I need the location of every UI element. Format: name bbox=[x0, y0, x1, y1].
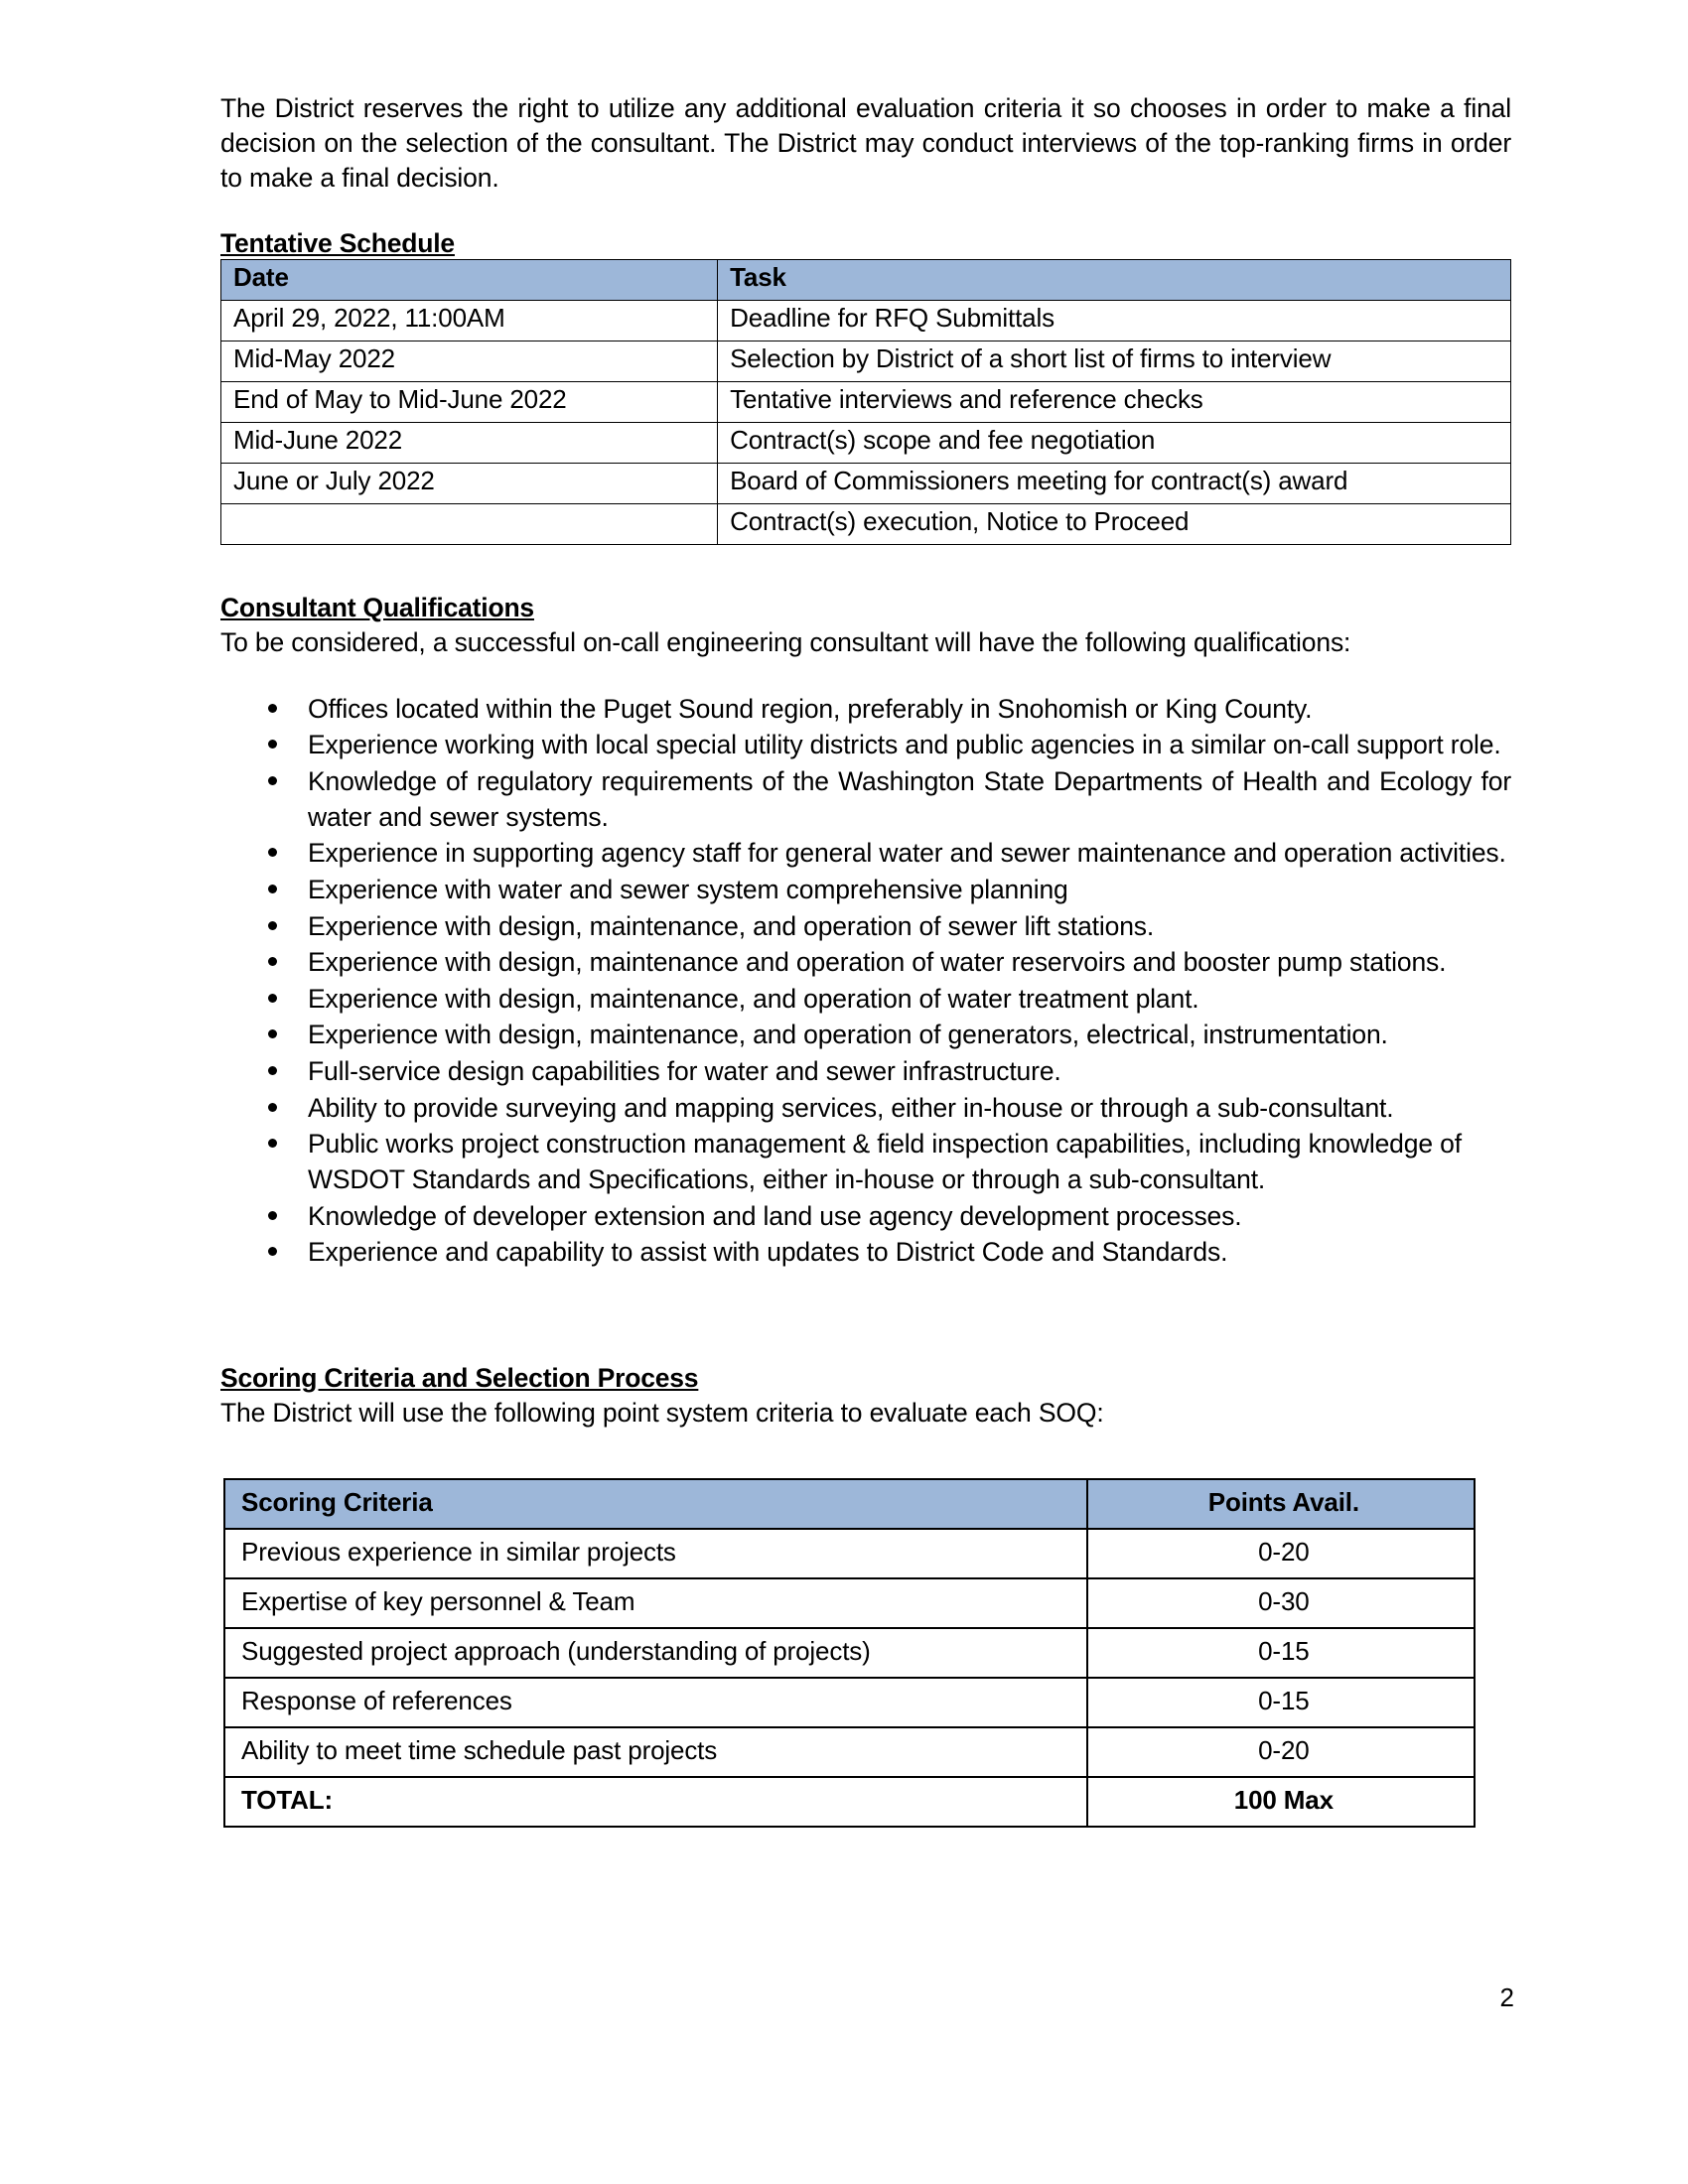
bullet-icon bbox=[268, 776, 277, 785]
cell-points: 0-20 bbox=[1087, 1727, 1475, 1777]
cell-date: Mid-May 2022 bbox=[221, 341, 718, 381]
scoring-criteria-heading-line bbox=[220, 1363, 1511, 1394]
list-item bbox=[220, 873, 1511, 908]
qualifications-bullet-list bbox=[220, 692, 1511, 1271]
cell-date: End of May to Mid-June 2022 bbox=[221, 381, 718, 422]
scoring-criteria-heading: Scoring Criteria and Selection Process bbox=[220, 1362, 699, 1393]
cell-criteria: Suggested project approach (understanding of projects) bbox=[224, 1628, 1087, 1678]
list-item-text: Full-service design capabilities for water and sewer infrastructure. bbox=[308, 1056, 1061, 1087]
cell-task: Contract(s) execution, Notice to Proceed bbox=[718, 503, 1511, 544]
bullet-icon bbox=[268, 1029, 277, 1038]
list-item-text: Experience with design, maintenance and operation of water reservoirs and booster pump stations. bbox=[308, 947, 1447, 978]
cell-points: 0-15 bbox=[1087, 1678, 1475, 1727]
tentative-schedule-heading-line bbox=[220, 228, 1511, 259]
bullet-icon bbox=[268, 848, 277, 857]
consultant-qualifications-heading-line bbox=[220, 593, 1511, 623]
table-row bbox=[224, 1529, 1475, 1578]
column-header-points-avail: Points Avail. bbox=[1087, 1479, 1475, 1529]
cell-task: Tentative interviews and reference checks bbox=[718, 381, 1511, 422]
table-row bbox=[221, 381, 1511, 422]
column-header-date: Date bbox=[221, 259, 718, 300]
list-item bbox=[220, 836, 1511, 872]
list-item bbox=[220, 909, 1511, 945]
scoring-criteria-table bbox=[223, 1478, 1476, 1828]
scoring-table-body bbox=[224, 1529, 1475, 1827]
bullet-icon bbox=[268, 957, 277, 966]
cell-criteria: Expertise of key personnel & Team bbox=[224, 1578, 1087, 1628]
table-row bbox=[221, 463, 1511, 503]
cell-criteria: Ability to meet time schedule past projects bbox=[224, 1727, 1087, 1777]
list-item bbox=[220, 764, 1511, 835]
list-item bbox=[220, 692, 1511, 728]
table-row bbox=[221, 341, 1511, 381]
schedule-table-body bbox=[221, 300, 1511, 544]
table-row bbox=[224, 1578, 1475, 1628]
page-content bbox=[220, 91, 1511, 1828]
list-item bbox=[220, 1018, 1511, 1053]
list-item bbox=[220, 1235, 1511, 1271]
list-item bbox=[220, 945, 1511, 981]
spacer bbox=[220, 1272, 1511, 1331]
list-item-text: Experience in supporting agency staff for general water and sewer maintenance and operation activities. bbox=[308, 838, 1506, 869]
list-item bbox=[220, 1199, 1511, 1235]
bullet-icon bbox=[268, 1103, 277, 1112]
list-item-text: Experience with design, maintenance, and operation of water treatment plant. bbox=[308, 983, 1199, 1014]
table-row bbox=[224, 1628, 1475, 1678]
list-item bbox=[220, 728, 1511, 763]
cell-task: Board of Commissioners meeting for contract(s) award bbox=[718, 463, 1511, 503]
bullet-icon bbox=[268, 1211, 277, 1220]
spacer bbox=[220, 1331, 1511, 1363]
tentative-schedule-table bbox=[220, 259, 1511, 545]
table-header-row bbox=[221, 259, 1511, 300]
table-row-total bbox=[224, 1777, 1475, 1827]
list-item bbox=[220, 1054, 1511, 1090]
bullet-icon bbox=[268, 740, 277, 749]
table-row bbox=[221, 422, 1511, 463]
cell-points: 0-20 bbox=[1087, 1529, 1475, 1578]
bullet-icon bbox=[268, 1066, 277, 1075]
list-item-text: Experience with design, maintenance, and operation of generators, electrical, instrumentation. bbox=[308, 1020, 1388, 1050]
table-header-row bbox=[224, 1479, 1475, 1529]
cell-criteria: Response of references bbox=[224, 1678, 1087, 1727]
column-header-task: Task bbox=[718, 259, 1511, 300]
cell-points: 0-15 bbox=[1087, 1628, 1475, 1678]
bullet-icon bbox=[268, 1247, 277, 1256]
page-number: 2 bbox=[1499, 1982, 1514, 2012]
list-item-text: Experience and capability to assist with updates to District Code and Standards. bbox=[308, 1237, 1228, 1268]
spacer bbox=[220, 1431, 1511, 1478]
bullet-icon bbox=[268, 994, 277, 1003]
cell-date: Mid-June 2022 bbox=[221, 422, 718, 463]
bullet-icon bbox=[268, 1139, 277, 1148]
list-item-text: Ability to provide surveying and mapping services, either in-house or through a sub-consultant. bbox=[308, 1092, 1394, 1123]
spacer bbox=[220, 197, 1511, 228]
cell-criteria: Previous experience in similar projects bbox=[224, 1529, 1087, 1578]
bullet-icon bbox=[268, 921, 277, 930]
list-item bbox=[220, 982, 1511, 1018]
list-item-text: Experience with water and sewer system comprehensive planning bbox=[308, 874, 1068, 904]
list-item bbox=[220, 1127, 1511, 1197]
cell-total-label: TOTAL: bbox=[224, 1777, 1087, 1827]
list-item-text: Experience working with local special utility districts and public agencies in a similar on-call support role. bbox=[308, 730, 1501, 760]
cell-total-points: 100 Max bbox=[1087, 1777, 1475, 1827]
table-row bbox=[224, 1678, 1475, 1727]
qualifications-intro: To be considered, a successful on-call engineering consultant will have the following qualifications: bbox=[220, 626, 1351, 657]
list-item bbox=[220, 1091, 1511, 1127]
consultant-qualifications-heading: Consultant Qualifications bbox=[220, 592, 534, 622]
table-row bbox=[221, 300, 1511, 341]
table-row bbox=[224, 1727, 1475, 1777]
list-item-text: Offices located within the Puget Sound region, preferably in Snohomish or King County. bbox=[308, 693, 1313, 724]
spacer bbox=[220, 545, 1511, 593]
cell-points: 0-30 bbox=[1087, 1578, 1475, 1628]
tentative-schedule-heading: Tentative Schedule bbox=[220, 227, 455, 258]
cell-task: Deadline for RFQ Submittals bbox=[718, 300, 1511, 341]
scoring-intro: The District will use the following point system criteria to evaluate each SOQ: bbox=[220, 1397, 1104, 1428]
bullet-icon bbox=[268, 704, 277, 713]
list-item-text: Knowledge of regulatory requirements of the Washington State Departments of Health and Ecology for water and sewer systems. bbox=[308, 765, 1511, 832]
list-item-text: Experience with design, maintenance, and operation of sewer lift stations. bbox=[308, 910, 1155, 941]
cell-date: April 29, 2022, 11:00AM bbox=[221, 300, 718, 341]
column-header-scoring-criteria: Scoring Criteria bbox=[224, 1479, 1087, 1529]
cell-task: Contract(s) scope and fee negotiation bbox=[718, 422, 1511, 463]
spacer bbox=[220, 660, 1511, 692]
list-item-text: Public works project construction management & field inspection capabilities, including knowledge of WSDOT Standards and Specifications, either in-house or through a sub-consultant. bbox=[308, 1129, 1462, 1194]
bullet-icon bbox=[268, 885, 277, 893]
cell-date bbox=[221, 503, 718, 544]
intro-paragraph: The District reserves the right to utilize any additional evaluation criteria it so chooses in order to make a final decision on the selection of the consultant. The District may conduct interviews of the top-ranking firms in order to make a final decision. bbox=[220, 93, 1511, 194]
cell-task: Selection by District of a short list of firms to interview bbox=[718, 341, 1511, 381]
cell-date: June or July 2022 bbox=[221, 463, 718, 503]
list-item-text: Knowledge of developer extension and land use agency development processes. bbox=[308, 1200, 1242, 1231]
table-row bbox=[221, 503, 1511, 544]
